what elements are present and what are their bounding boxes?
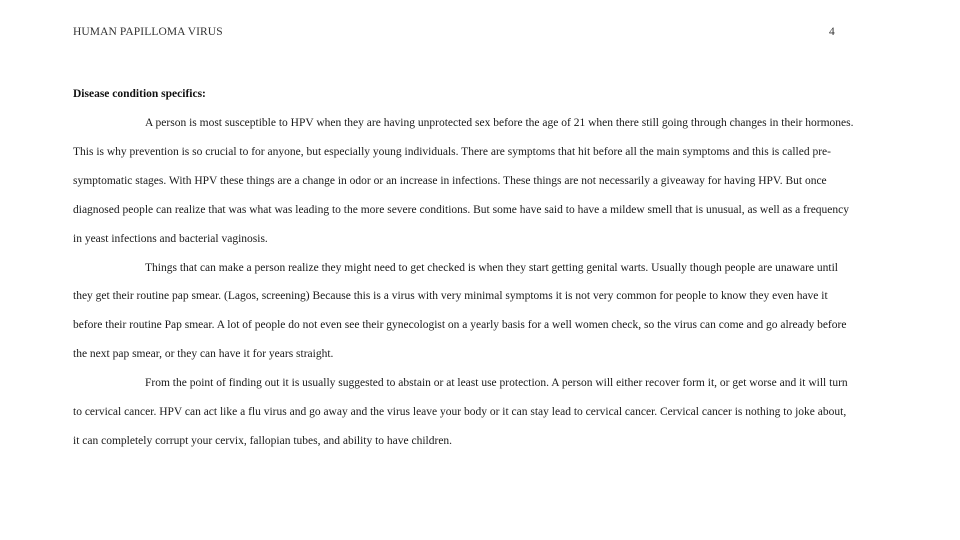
paragraph xyxy=(73,109,891,254)
text-line: it can completely corrupt your cervix, fallopian tubes, and ability to have children. xyxy=(73,434,453,447)
text-line: the next pap smear, or they can have it for years straight. xyxy=(73,348,334,361)
running-head: HUMAN PAPILLOMA VIRUS xyxy=(73,26,223,38)
body-text xyxy=(73,109,891,456)
text-line: diagnosed people can realize that was what was leading to the more severe conditions. But some have said to have a mildew smell that is unusual, as well as a frequency xyxy=(73,203,850,216)
text-line: before their routine Pap smear. A lot of people do not even see their gynecologist on a yearly basis for a well women check, so the virus can come and go already before xyxy=(73,319,847,332)
text-line: they get their routine pap smear. (Lagos, screening) Because this is a virus with very minimal symptoms it is not very common for people to know they even have it xyxy=(73,290,828,303)
text-line: in yeast infections and bacterial vaginosis. xyxy=(73,232,268,245)
text-line: symptomatic stages. With HPV these things are a change in odor or an increase in infections. These things are not necessarily a giveaway for having HPV. But once xyxy=(73,174,827,187)
text-line: to cervical cancer. HPV can act like a flu virus and go away and the virus leave your body or it can stay lead to cervical cancer. Cervical cancer is nothing to joke about, xyxy=(73,406,847,419)
page-number: 4 xyxy=(829,26,835,38)
section-heading: Disease condition specifics: xyxy=(73,88,206,100)
paragraph xyxy=(73,254,891,370)
text-line: From the point of finding out it is usually suggested to abstain or at least use protection. A person will either recover form it, or get worse and it will turn xyxy=(145,377,848,390)
text-line: This is why prevention is so crucial to for anyone, but especially young individuals. There are symptoms that hit before all the main symptoms and this is called pre- xyxy=(73,145,831,158)
paragraph xyxy=(73,369,891,456)
text-line: Things that can make a person realize they might need to get checked is when they start getting genital warts. Usually though people are unaware until xyxy=(145,261,838,274)
text-line: A person is most susceptible to HPV when they are having unprotected sex before the age of 21 when there still going through changes in their hormones. xyxy=(145,117,854,129)
